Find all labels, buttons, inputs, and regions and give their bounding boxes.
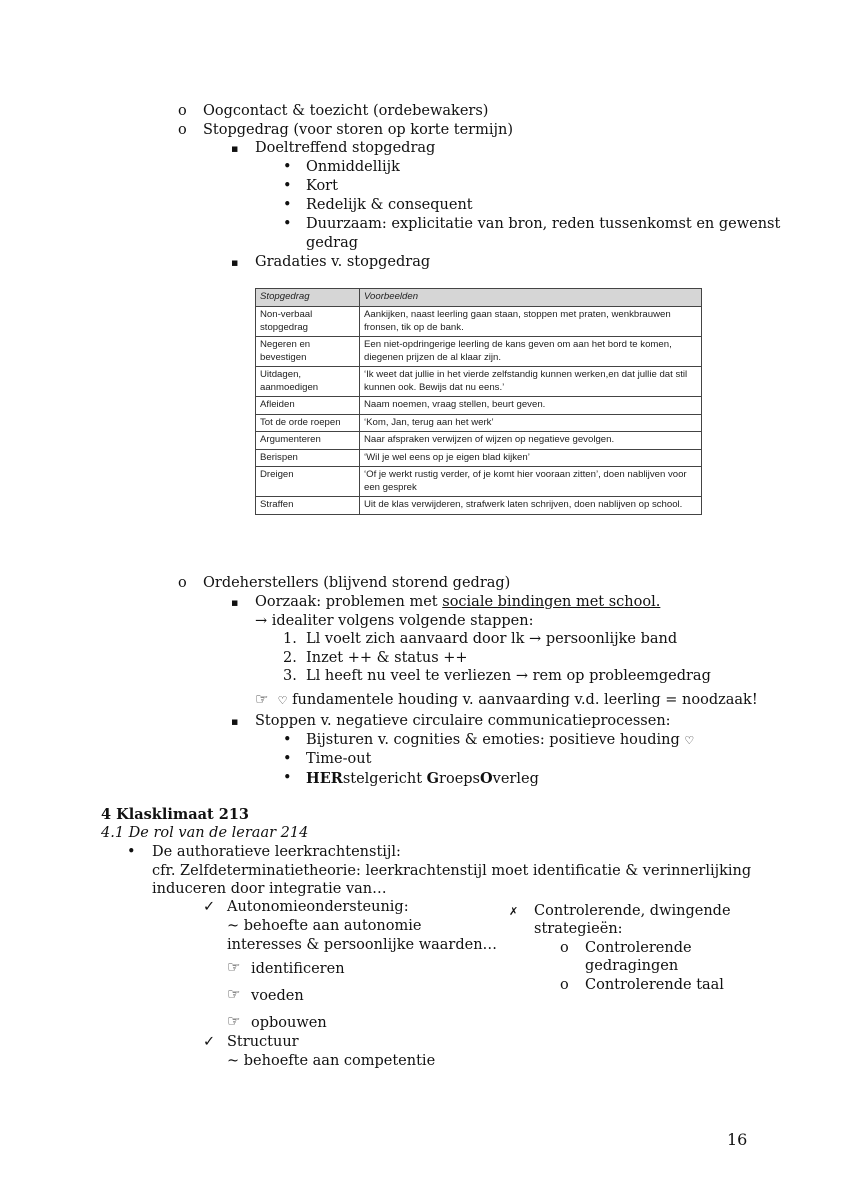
table-cell: Negeren en bevestigen [256,337,360,367]
table-row [256,367,702,397]
list-item-gradaties: Gradaties v. stopgedrag [255,254,431,270]
list-item-oogcontact: Oogcontact & toezicht (ordebewakers) [203,103,489,119]
table-row [256,432,702,450]
pointing-hand-icon: ☞ [227,985,241,1003]
table-cell: Straffen [256,497,360,515]
list-item-oorzaak: Oorzaak: problemen met sociale bindingen met school. [255,594,661,610]
list-item-structuur: Structuur [227,1034,299,1050]
list-item-redelijk: Redelijk & consequent [306,197,473,213]
list-item-stoppen: Stoppen v. negatieve circulaire communicatieprocessen: [255,713,671,729]
pointing-hand-icon: ☞ [255,690,269,708]
heart-icon: ♡ [277,694,288,707]
table-header-stopgedrag: Stopgedrag [256,289,360,307]
list-item-ctrl-taal: Controlerende taal [585,977,724,993]
table-row [256,449,702,467]
table-cell: ‘Of je werkt rustig verder, of je komt hier vooraan zitten’, doen nablijven voor een gesprek [360,467,702,497]
checkmark-icon: ✓ [203,1034,216,1050]
table-cell: ‘Kom, Jan, terug aan het werk’ [360,414,702,432]
bullet: • [283,178,292,194]
circle-bullet: o [178,575,187,591]
circle-bullet: o [178,103,187,119]
bullet: • [283,197,292,213]
list-item-doeltreffend: Doeltreffend stopgedrag [255,140,436,156]
table-cell: Een niet-opdringerige leerling de kans geven om aan het bord te komen, diegenen prijzen de al klaar zijn. [360,337,702,367]
controlerende-cont: strategieën: [534,921,623,937]
table-cell: Aankijken, naast leerling gaan staan, stoppen met praten, wenkbrauwen fronsen, tik op de bank. [360,307,702,337]
bullet: • [283,751,292,767]
table-cell: ‘Ik weet dat jullie in het vierde zelfstandig kunnen werken,en dat jullie dat stil kunnen ook. Bewijs dat nu eens.’ [360,367,702,397]
circle-bullet: o [178,122,187,138]
competentie-need-line: ~ behoefte aan competentie [227,1053,436,1069]
induceren-line: induceren door integratie van… [152,881,387,897]
table-cell: Tot de orde roepen [256,414,360,432]
step-number: 3. [283,668,297,684]
bullet: • [283,159,292,175]
bullet: • [283,732,292,748]
square-bullet: ▪ [231,596,239,609]
circle-bullet: o [560,940,569,956]
underlined-phrase: sociale bindingen met school. [442,594,661,610]
list-item-duurzaam: Duurzaam: explicitatie van bron, reden tussenkomst en gewenst [306,216,781,232]
table-cell: Berispen [256,449,360,467]
cfr-line: cfr. Zelfdeterminatietheorie: leerkrachtenstijl moet identificatie & verinnerlijking [152,863,752,879]
list-item-stopgedrag: Stopgedrag (voor storen op korte termijn) [203,122,513,138]
square-bullet: ▪ [231,142,239,155]
table-cell: Naar afspraken verwijzen of wijzen op negatieve gevolgen. [360,432,702,450]
step-item: Ll heeft nu veel te verliezen → rem op probleemgedrag [306,668,711,684]
list-item-voeden: voeden [251,988,304,1004]
step-number: 1. [283,631,297,647]
list-item-ctrl-gedragingen: Controlerende [585,940,692,956]
bullet: • [127,844,136,860]
table-cell: Afleiden [256,397,360,415]
square-bullet: ▪ [231,715,239,728]
table-cell: Uitdagen, aanmoedigen [256,367,360,397]
arrow-icon: → [529,631,542,647]
table-row [256,397,702,415]
table-cell: Argumenteren [256,432,360,450]
table-cell: Dreigen [256,467,360,497]
list-item-authoratieve: De authoratieve leerkrachtenstijl: [152,844,401,860]
table-row [256,307,702,337]
fundamentele-line: ☞ ♡ fundamentele houding v. aanvaarding v.d. leerling = noodzaak! [255,690,758,708]
table-header-voorbeelden: Voorbeelden [360,289,702,307]
list-item-bijsturen: Bijsturen v. cognities & emoties: positieve houding ♡ [306,732,695,748]
cross-icon: ✗ [509,905,519,918]
list-item-controlerende: Controlerende, dwingende [534,903,731,919]
list-item-kort: Kort [306,178,338,194]
table-cell: Naam noemen, vraag stellen, beurt geven. [360,397,702,415]
table-cell: ‘Wil je wel eens op je eigen blad kijken’ [360,449,702,467]
section-heading: 4 Klasklimaat 213 [101,806,250,823]
autonomie-need-line: ~ behoefte aan autonomie [227,918,422,934]
list-item-duurzaam-cont: gedrag [306,235,359,251]
list-item-onmiddellijk: Onmiddellijk [306,159,400,175]
checkmark-icon: ✓ [203,899,216,915]
list-item-opbouwen: opbouwen [251,1015,327,1031]
table-row [256,467,702,497]
heart-icon: ♡ [684,734,695,747]
step-item: Inzet ++ & status ++ [306,650,468,666]
square-bullet: ▪ [231,256,239,269]
page-number: 16 [727,1130,748,1149]
bullet: • [283,216,292,232]
stopgedrag-table [255,288,702,515]
bullet: • [283,770,292,786]
arrow-icon: → [255,613,268,629]
table-cell: Uit de klas verwijderen, strafwerk laten schrijven, doen nablijven op school. [360,497,702,515]
table-row [256,337,702,367]
pointing-hand-icon: ☞ [227,958,241,976]
interesses-line: interesses & persoonlijke waarden… [227,937,498,953]
step-item: Ll voelt zich aanvaard door lk → persoonlijke band [306,631,678,647]
list-item-identificeren: identificeren [251,961,345,977]
ctrl-gedragingen-cont: gedragingen [585,958,679,974]
pointing-hand-icon: ☞ [227,1012,241,1030]
table-row [256,497,702,515]
table-row [256,414,702,432]
list-item-ordeherstellers: Ordeherstellers (blijvend storend gedrag) [203,575,511,591]
table-header-row [256,289,702,307]
subsection-heading: 4.1 De rol van de leraar 214 [101,825,309,841]
list-item-timeout: Time-out [306,751,372,767]
table-cell: Non-verbaal stopgedrag [256,307,360,337]
list-item-autonomie: Autonomieondersteunig: [227,899,409,915]
idealiter-line: → idealiter volgens volgende stappen: [255,613,534,629]
circle-bullet: o [560,977,569,993]
list-item-hergo: HERstelgericht GroepsOverleg [306,770,539,787]
step-number: 2. [283,650,297,666]
arrow-icon: → [515,668,528,684]
